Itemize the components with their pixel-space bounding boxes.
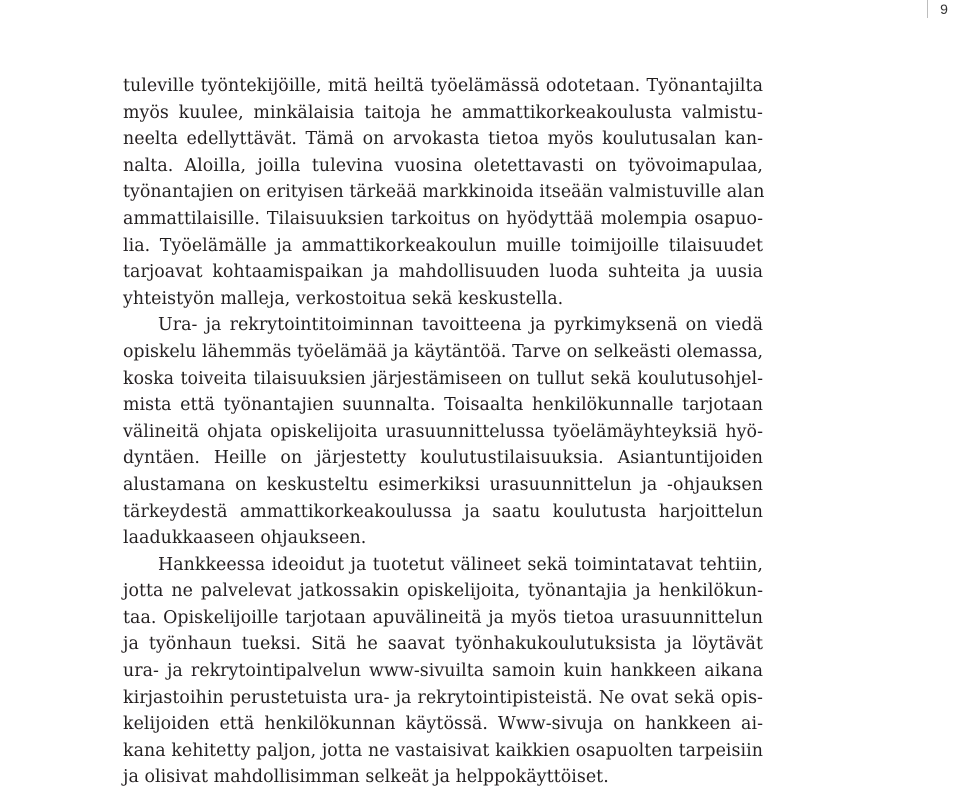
text-line: tarjoavat kohtaamispaikan ja mahdollisuuden luoda suhteita ja uusia — [123, 262, 763, 283]
text-line: työnantajien on erityisen tärkeää markkinoida itseään valmistuville alan — [123, 182, 765, 203]
text-line: dyntäen. Heille on järjestetty koulutustilaisuuksia. Asiantuntijoiden — [123, 448, 763, 469]
text-line: tärkeydestä ammattikorkeakoulussa ja saatu koulutusta harjoittelun — [123, 501, 763, 522]
text-line: ura- ja rekrytointipalvelun www-sivuilta samoin kuin hankkeen aikana — [123, 661, 763, 682]
text-line: alustamana on keskusteltu esimerkiksi urasuunnittelun ja -ohjauksen — [123, 474, 763, 495]
text-line: ammattilaisille. Tilaisuuksien tarkoitus on hyödyttää molempia osapuo- — [123, 208, 763, 229]
text-line: tuleville työntekijöille, mitä heiltä työelämässä odotetaan. Työnantajilta — [123, 76, 763, 96]
text-line: Ura- ja rekrytointitoiminnan tavoitteena ja pyrkimyksenä on viedä — [158, 315, 763, 336]
text-line: kana kehitetty paljon, jotta ne vastaisivat kaikkien osapuolten tarpeisiin — [123, 740, 763, 761]
text-line: myös kuulee, minkälaisia taitoja he ammattikorkeakoulusta valmistu- — [123, 102, 763, 123]
text-line: laadukkaaseen ohjaukseen. — [123, 528, 367, 549]
text-line: kelijoiden että henkilökunnan käytössä. Www-sivuja on hankkeen ai- — [123, 714, 763, 735]
text-line: lia. Työelämälle ja ammattikorkeakoulun muille toimijoille tilaisuudet — [123, 235, 763, 256]
text-line: nalta. Aloilla, joilla tulevina vuosina oletettavasti on työvoimapulaa, — [123, 155, 763, 176]
text-line: opiskelu lähemmäs työelämää ja käytäntöä. Tarve on selkeästi olemassa, — [123, 341, 763, 362]
text-line: neelta edellyttävät. Tämä on arvokasta tietoa myös koulutusalan kan- — [123, 129, 763, 150]
text-line: välineitä ohjata opiskelijoita urasuunnittelussa työelämäyhteyksiä hyö- — [123, 421, 763, 442]
text-line: jotta ne palvelevat jatkossakin opiskelijoita, työnantajia ja henkilökun- — [123, 581, 763, 602]
text-line: ja työnhaun tueksi. Sitä he saavat työnhakukoulutuksista ja löytävät — [123, 634, 763, 655]
text-line: koska toiveita tilaisuuksien järjestämiseen on tullut sekä koulutusohjel- — [123, 368, 763, 389]
text-line: mista että työnantajien suunnalta. Toisaalta henkilökunnalle tarjotaan — [123, 395, 763, 416]
body-text — [123, 73, 763, 791]
text-line: yhteistyön malleja, verkostoitua sekä keskustella. — [123, 288, 564, 309]
page-number: 9 — [927, 0, 960, 18]
text-line: taa. Opiskelijoille tarjotaan apuvälineitä ja myös tietoa urasuunnittelun — [123, 607, 763, 628]
text-line: kirjastoihin perustetuista ura- ja rekrytointipisteistä. Ne ovat sekä opis- — [123, 687, 763, 708]
text-line: Hankkeessa ideoidut ja tuotetut välineet sekä toimintatavat tehtiin, — [158, 554, 763, 575]
text-line: ja olisivat mahdollisimman selkeät ja helppokäyttöiset. — [123, 767, 609, 788]
